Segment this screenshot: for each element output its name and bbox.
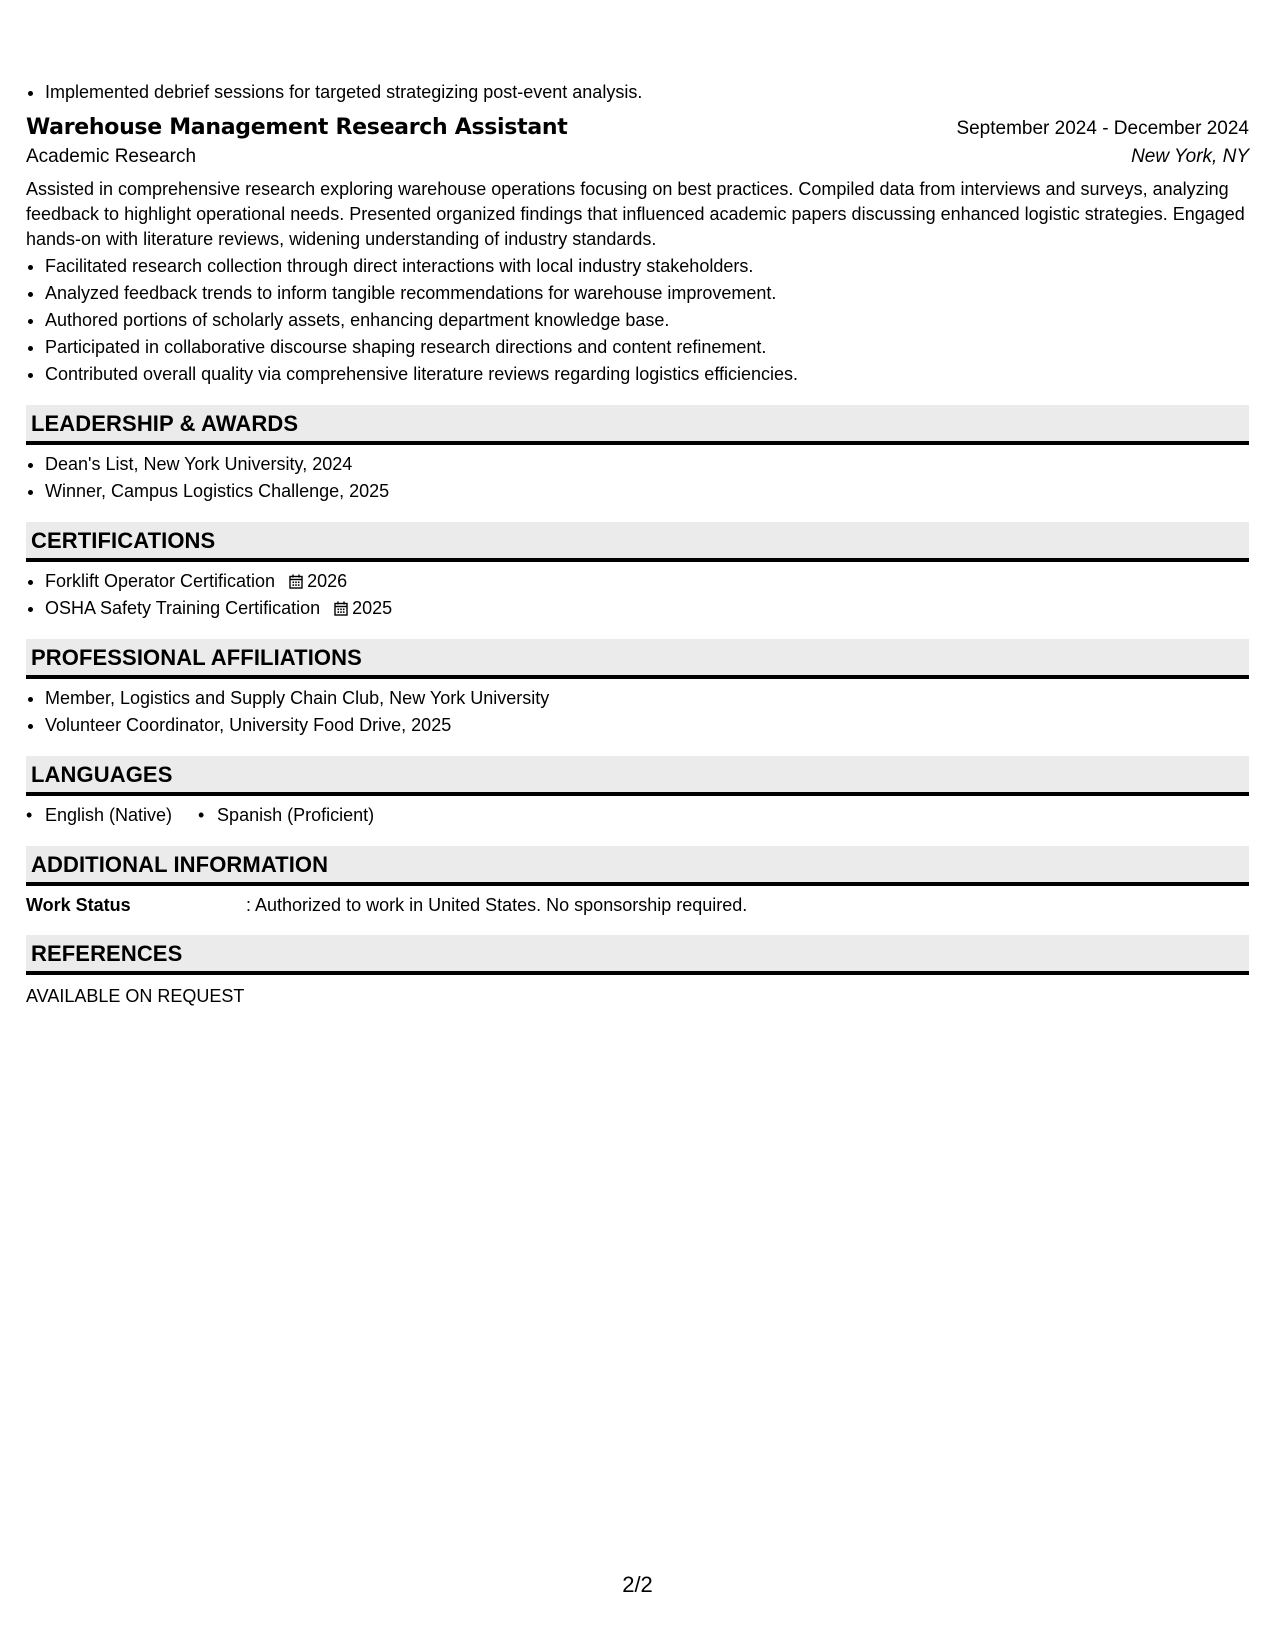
list-item: • Facilitated research collection through direct interactions with local industry stakeholders.: [45, 253, 1249, 280]
section-heading-languages: LANGUAGES: [26, 756, 1249, 796]
job-organization: Academic Research: [26, 146, 197, 167]
list-item: • Implemented debrief sessions for targeted strategizing post-event analysis.: [45, 76, 1249, 109]
previous-job-bullets: [26, 76, 1249, 109]
resume-page: [26, 76, 1249, 1009]
references-text: AVAILABLE ON REQUEST: [26, 986, 245, 1006]
job-location: New York, NY: [1131, 146, 1249, 167]
certification-name: Forklift Operator Certification: [45, 571, 276, 591]
certification-item: [45, 595, 1249, 622]
language-item: • Spanish (Proficient): [198, 802, 374, 829]
list-item: • Contributed overall quality via comprehensive literature reviews regarding logistics efficiencies.: [45, 361, 1249, 388]
list-item: • Volunteer Coordinator, University Food Drive, 2025: [45, 712, 1249, 739]
language-item: • English (Native): [26, 802, 172, 829]
certification-item: [45, 568, 1249, 595]
calendar-icon: [289, 574, 303, 589]
certification-year: 2025: [352, 598, 393, 618]
section-heading-certifications: CERTIFICATIONS: [26, 522, 1249, 562]
list-item: • Dean's List, New York University, 2024: [45, 451, 1249, 478]
certification-name: OSHA Safety Training Certification: [45, 598, 321, 618]
list-item: • Analyzed feedback trends to inform tangible recommendations for warehouse improvement.: [45, 280, 1249, 307]
page-number: 2/2: [622, 1572, 653, 1597]
section-heading-additional-info: ADDITIONAL INFORMATION: [26, 846, 1249, 886]
job-title: Warehouse Management Research Assistant: [26, 115, 568, 140]
job-description: Assisted in comprehensive research exploring warehouse operations focusing on best practices. Compiled data from interviews and surveys, analyzing feedback to highlight operational needs. Presented organized findings that influenced academic papers discussing enhanced logistic strategies. Engaged hands-on with literature reviews, widening understanding of industry standards.: [26, 179, 1245, 249]
job-entry: [26, 115, 1249, 388]
work-status-value: : Authorized to work in United States. No sponsorship required.: [246, 895, 748, 915]
job-dates: September 2024 - December 2024: [956, 118, 1249, 139]
job-bullets: [26, 253, 1249, 388]
leadership-list: [26, 451, 1249, 505]
section-heading-affiliations: PROFESSIONAL AFFILIATIONS: [26, 639, 1249, 679]
calendar-icon: [334, 601, 348, 616]
certification-year: 2026: [307, 571, 348, 591]
work-status-row: [26, 892, 1249, 918]
list-item: • Winner, Campus Logistics Challenge, 2025: [45, 478, 1249, 505]
list-item: • Participated in collaborative discourse shaping research directions and content refinement.: [45, 334, 1249, 361]
work-status-label: Work Status: [26, 895, 131, 915]
affiliations-list: [26, 685, 1249, 739]
list-item: • Authored portions of scholarly assets, enhancing department knowledge base.: [45, 307, 1249, 334]
languages-list: [26, 802, 1249, 829]
section-heading-references: REFERENCES: [26, 935, 1249, 975]
section-heading-leadership: LEADERSHIP & AWARDS: [26, 405, 1249, 445]
certifications-list: [26, 568, 1249, 622]
list-item: • Member, Logistics and Supply Chain Club, New York University: [45, 685, 1249, 712]
